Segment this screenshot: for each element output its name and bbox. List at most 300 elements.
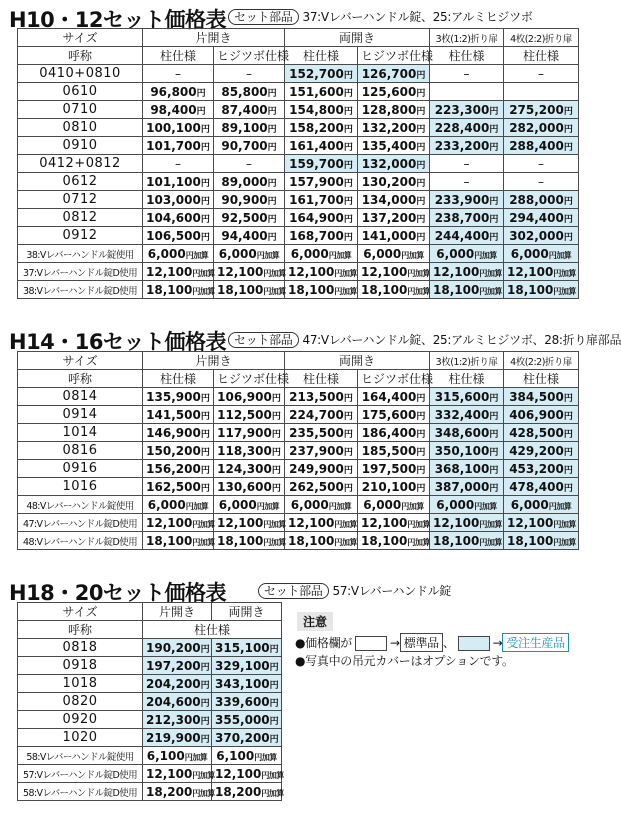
yen-suffix: 円 (269, 662, 279, 673)
price-value: 288,000 (509, 192, 564, 207)
price-cell (285, 101, 358, 119)
yen-suffix: 円 (269, 716, 279, 727)
price-cell (358, 83, 430, 101)
surcharge-value: 6,000 (290, 246, 329, 261)
surcharge-label: 38:Vレバーハンドル錠使用 (18, 245, 143, 263)
price-value: 158,200 (289, 120, 344, 135)
price-value: 315,600 (434, 389, 490, 404)
size-cell: 0712 (18, 191, 143, 209)
price-cell (430, 155, 504, 173)
yen-suffix: 円 (200, 124, 210, 135)
price-value: 478,400 (509, 479, 564, 494)
price-cell (430, 424, 504, 442)
price-cell (358, 406, 430, 424)
price-cell (285, 191, 358, 209)
surcharge-suffix: 円加算 (479, 268, 502, 278)
surcharge-label: 38:Vレバーハンドル錠D使用 (18, 281, 143, 299)
price-value: 428,500 (509, 425, 564, 440)
price-cell (504, 478, 579, 496)
surcharge-cell (214, 263, 285, 281)
spec-header: 柱仕様 (504, 47, 579, 65)
price-cell (430, 460, 504, 478)
surcharge-cell (143, 747, 212, 765)
surcharge-suffix: 円加算 (192, 268, 215, 278)
price-value: 152,700 (289, 66, 344, 81)
yen-suffix: 円 (416, 88, 426, 99)
price-value: 101,100 (146, 174, 201, 189)
price-value: 101,700 (146, 138, 201, 153)
surcharge-cell (143, 765, 215, 783)
surcharge-suffix: 円加算 (553, 537, 576, 547)
spec-header: 柱仕様 (430, 47, 504, 65)
price-cell (430, 173, 504, 191)
surcharge-value: 18,100 (217, 282, 264, 297)
yen-suffix: 円 (343, 178, 353, 189)
size-cell: 1014 (18, 424, 143, 442)
yen-suffix: 円 (563, 429, 573, 440)
surcharge-suffix: 円加算 (261, 788, 284, 798)
size-cell: 0910 (18, 137, 143, 155)
surcharge-label: 47:Vレバーハンドル錠D使用 (18, 514, 143, 532)
section3-title: H18・20セット価格表 (9, 581, 227, 605)
spec-header: 柱仕様 (143, 47, 214, 65)
price-cell (504, 155, 579, 173)
surcharge-suffix: 円加算 (192, 537, 215, 547)
yen-suffix: 円 (269, 734, 279, 745)
surcharge-value: 18,100 (288, 533, 335, 548)
price-cell (212, 693, 282, 711)
yen-suffix: 円 (267, 88, 277, 99)
price-cell (214, 460, 285, 478)
price-cell (214, 442, 285, 460)
surcharge-row (18, 245, 579, 263)
yen-suffix: 円 (271, 393, 281, 404)
price-value: 159,700 (289, 156, 344, 171)
price-cell (214, 209, 285, 227)
price-cell (358, 101, 430, 119)
price-cell (504, 227, 579, 245)
price-cell (358, 137, 430, 155)
size-header: サイズ (18, 352, 143, 370)
surcharge-row (18, 263, 579, 281)
surcharge-suffix: 円加算 (184, 752, 208, 762)
surcharge-suffix: 円加算 (261, 770, 284, 780)
price-value: 168,700 (289, 228, 344, 243)
yen-suffix: 円 (563, 232, 573, 243)
size-cell: 1020 (18, 729, 143, 747)
price-value: 237,900 (289, 443, 344, 458)
price-value: 90,900 (221, 192, 268, 207)
price-value: 339,600 (215, 694, 270, 709)
price-cell (504, 137, 579, 155)
size-cell: 0710 (18, 101, 143, 119)
price-cell (504, 173, 579, 191)
size-cell: 0816 (18, 442, 143, 460)
single-swing-header: 片開き (143, 29, 285, 47)
price-value: 233,900 (434, 192, 490, 207)
yen-suffix: 円 (563, 196, 573, 207)
double-swing-header: 両開き (285, 29, 430, 47)
surcharge-value: 12,100 (217, 264, 264, 279)
size-cell: 0914 (18, 406, 143, 424)
price-cell (504, 424, 579, 442)
surcharge-suffix: 円加算 (263, 537, 286, 547)
price-cell (143, 460, 214, 478)
yen-suffix: 円 (563, 124, 573, 135)
yen-suffix: 円 (200, 483, 210, 494)
price-cell (430, 83, 504, 101)
price-value: 204,600 (146, 694, 201, 709)
price-value: 294,400 (509, 210, 564, 225)
surcharge-value: 18,100 (361, 533, 408, 548)
surcharge-value: 12,100 (361, 264, 408, 279)
price-value: 132,200 (361, 120, 417, 135)
price-cell (504, 119, 579, 137)
yen-suffix: 円 (343, 429, 353, 440)
price-value: 384,500 (509, 389, 564, 404)
fold-4-header: 4枚(2:2)折り扉 (504, 29, 579, 47)
price-cell (358, 442, 430, 460)
price-cell (285, 227, 358, 245)
price-cell (285, 388, 358, 406)
surcharge-cell (358, 514, 430, 532)
price-value: 137,200 (361, 210, 417, 225)
price-value: 130,200 (361, 174, 417, 189)
surcharge-cell (214, 281, 285, 299)
surcharge-suffix: 円加算 (334, 537, 357, 547)
yen-suffix: 円 (416, 429, 426, 440)
price-value: 332,400 (434, 407, 490, 422)
surcharge-suffix: 円加算 (263, 268, 286, 278)
fold-4-header: 4枚(2:2)折り扉 (504, 352, 579, 370)
yen-suffix: 円 (271, 411, 281, 422)
surcharge-row (18, 783, 282, 801)
surcharge-label: 48:Vレバーハンドル錠使用 (18, 496, 143, 514)
yen-suffix: 円 (200, 698, 210, 709)
price-cell (430, 388, 504, 406)
price-table-h14-16 (17, 351, 579, 550)
price-cell (430, 442, 504, 460)
price-value: 204,200 (146, 676, 201, 691)
table-row (18, 478, 579, 496)
price-cell (504, 460, 579, 478)
price-cell (358, 191, 430, 209)
yen-suffix: 円 (416, 232, 426, 243)
price-value: – (246, 156, 252, 171)
price-cell (143, 155, 214, 173)
surcharge-row (18, 496, 579, 514)
price-value: 223,300 (434, 102, 490, 117)
arrow-icon: → (389, 636, 400, 650)
price-value: 275,200 (509, 102, 564, 117)
yen-suffix: 円 (343, 124, 353, 135)
yen-suffix: 円 (200, 214, 210, 225)
surcharge-value: 6,000 (218, 246, 257, 261)
price-value: 288,400 (509, 138, 564, 153)
yen-suffix: 円 (196, 106, 206, 117)
price-value: 355,000 (215, 712, 270, 727)
section3-parts (258, 582, 451, 599)
surcharge-suffix: 円加算 (479, 286, 502, 296)
yen-suffix: 円 (200, 644, 210, 655)
surcharge-value: 6,000 (147, 497, 186, 512)
price-cell (143, 711, 212, 729)
price-value: – (175, 66, 181, 81)
price-cell (143, 406, 214, 424)
price-cell (430, 119, 504, 137)
yen-suffix: 円 (343, 142, 353, 153)
price-cell (285, 478, 358, 496)
spec-header: 柱仕様 (143, 621, 282, 639)
yen-suffix: 円 (563, 214, 573, 225)
table-row (18, 460, 579, 478)
price-cell (214, 119, 285, 137)
yen-suffix: 円 (200, 465, 210, 476)
surcharge-value: 18,100 (288, 282, 335, 297)
price-value: 112,500 (217, 407, 272, 422)
note-title: 注意 (297, 612, 333, 631)
price-cell (212, 675, 282, 693)
size-cell: 0410+0810 (18, 65, 143, 83)
price-value: 118,300 (217, 443, 272, 458)
surcharge-cell (212, 765, 282, 783)
price-value: 282,000 (509, 120, 564, 135)
yen-suffix: 円 (416, 106, 426, 117)
yen-suffix: 円 (200, 734, 210, 745)
surcharge-cell (430, 245, 504, 263)
price-value: 106,500 (146, 228, 201, 243)
surcharge-suffix: 円加算 (256, 501, 280, 511)
surcharge-label: 37:Vレバーハンドル錠D使用 (18, 263, 143, 281)
section1-parts (228, 8, 533, 25)
price-cell (504, 65, 579, 83)
price-value: 103,000 (146, 192, 201, 207)
price-value: 89,100 (221, 120, 268, 135)
price-cell (143, 657, 212, 675)
header-row (18, 29, 579, 47)
price-value: 161,400 (289, 138, 344, 153)
price-cell (143, 424, 214, 442)
price-cell (504, 191, 579, 209)
spec-header: 柱仕様 (504, 370, 579, 388)
price-cell (143, 388, 214, 406)
size-cell: 0920 (18, 711, 143, 729)
surcharge-value: 12,100 (146, 766, 193, 781)
surcharge-cell (143, 514, 214, 532)
size-cell: 0918 (18, 657, 143, 675)
price-value: – (463, 156, 470, 171)
price-value: 244,400 (434, 228, 490, 243)
surcharge-value: 6,000 (218, 497, 257, 512)
price-cell (358, 173, 430, 191)
price-value: 125,600 (361, 84, 417, 99)
set-parts-text: 47:Vレバーハンドル錠、25:アルミヒジツボ、28:折り扉部品 (302, 333, 621, 347)
price-cell (214, 137, 285, 155)
surcharge-value: 6,100 (146, 748, 185, 763)
surcharge-suffix: 円加算 (334, 519, 357, 529)
spec-header: ヒジツボ仕様 (214, 47, 285, 65)
price-value: 146,900 (146, 425, 201, 440)
set-parts-text: 37:Vレバーハンドル錠、25:アルミヒジツボ (302, 10, 533, 24)
yen-suffix: 円 (489, 465, 499, 476)
table-row (18, 83, 579, 101)
spec-header: ヒジツボ仕様 (358, 47, 430, 65)
price-cell (430, 227, 504, 245)
price-value: – (463, 174, 470, 189)
yen-suffix: 円 (200, 716, 210, 727)
yen-suffix: 円 (416, 411, 426, 422)
single-swing-header: 片開き (143, 352, 285, 370)
surcharge-cell (143, 532, 214, 550)
set-parts-tag: セット部品 (228, 9, 299, 25)
surcharge-value: 6,000 (147, 246, 186, 261)
surcharge-cell (358, 532, 430, 550)
price-value: 106,900 (217, 389, 272, 404)
yen-suffix: 円 (416, 160, 426, 171)
price-value: 117,900 (217, 425, 272, 440)
size-header: サイズ (18, 29, 143, 47)
standard-swatch (355, 636, 387, 651)
yen-suffix: 円 (271, 447, 281, 458)
surcharge-suffix: 円加算 (474, 250, 497, 260)
surcharge-suffix: 円加算 (401, 250, 424, 260)
price-value: – (538, 156, 545, 171)
price-cell (285, 424, 358, 442)
surcharge-value: 6,000 (510, 246, 549, 261)
surcharge-cell (504, 532, 579, 550)
yen-suffix: 円 (343, 70, 353, 81)
price-value: 212,300 (146, 712, 201, 727)
surcharge-value: 18,100 (146, 533, 193, 548)
price-cell (214, 478, 285, 496)
price-value: 302,000 (509, 228, 564, 243)
surcharge-value: 18,100 (507, 533, 554, 548)
table-row (18, 675, 282, 693)
price-cell (143, 65, 214, 83)
size-cell: 0810 (18, 119, 143, 137)
price-value: 96,800 (150, 84, 197, 99)
price-value: 135,400 (361, 138, 417, 153)
yen-suffix: 円 (416, 465, 426, 476)
surcharge-suffix: 円加算 (553, 268, 576, 278)
name-header: 呼称 (18, 370, 143, 388)
spec-header: ヒジツボ仕様 (358, 370, 430, 388)
table-row (18, 729, 282, 747)
set-parts-tag: セット部品 (228, 332, 299, 348)
surcharge-suffix: 円加算 (474, 501, 497, 511)
price-value: 151,600 (289, 84, 344, 99)
yen-suffix: 円 (489, 232, 499, 243)
surcharge-suffix: 円加算 (548, 250, 572, 260)
surcharge-value: 6,000 (363, 497, 402, 512)
price-value: 197,200 (146, 658, 201, 673)
yen-suffix: 円 (343, 160, 353, 171)
header-row (18, 603, 282, 621)
surcharge-value: 6,000 (510, 497, 549, 512)
surcharge-cell (143, 263, 214, 281)
price-cell (358, 209, 430, 227)
yen-suffix: 円 (416, 393, 426, 404)
price-table-h18-20 (17, 602, 282, 801)
yen-suffix: 円 (269, 698, 279, 709)
surcharge-cell (504, 245, 579, 263)
surcharge-cell (285, 532, 358, 550)
size-cell: 0818 (18, 639, 143, 657)
surcharge-value: 6,000 (436, 246, 475, 261)
surcharge-cell (212, 783, 282, 801)
price-cell (358, 424, 430, 442)
price-value: 210,100 (361, 479, 417, 494)
surcharge-value: 12,100 (146, 264, 193, 279)
yen-suffix: 円 (416, 70, 426, 81)
price-value: 190,200 (146, 640, 201, 655)
price-value: 453,200 (509, 461, 564, 476)
name-header: 呼称 (18, 621, 143, 639)
fold-3-header: 3枚(1:2)折り扉 (430, 352, 504, 370)
price-value: 175,600 (361, 407, 417, 422)
yen-suffix: 円 (416, 483, 426, 494)
surcharge-suffix: 円加算 (401, 501, 424, 511)
yen-suffix: 円 (343, 483, 353, 494)
price-cell (358, 65, 430, 83)
surcharge-value: 6,100 (216, 748, 255, 763)
surcharge-value: 18,100 (217, 533, 264, 548)
yen-suffix: 円 (271, 465, 281, 476)
surcharge-suffix: 円加算 (553, 286, 576, 296)
surcharge-cell (358, 281, 430, 299)
size-cell: 0912 (18, 227, 143, 245)
price-value: 228,400 (434, 120, 490, 135)
price-cell (214, 65, 285, 83)
surcharge-suffix: 円加算 (263, 519, 286, 529)
price-cell (143, 173, 214, 191)
price-value: 141,000 (361, 228, 417, 243)
fold-3-header: 3枚(1:2)折り扉 (430, 29, 504, 47)
price-value: 350,100 (434, 443, 490, 458)
price-cell (143, 478, 214, 496)
surcharge-cell (358, 263, 430, 281)
yen-suffix: 円 (200, 429, 210, 440)
price-cell (143, 227, 214, 245)
price-cell (214, 173, 285, 191)
surcharge-suffix: 円加算 (328, 250, 352, 260)
price-value: 130,600 (217, 479, 272, 494)
price-cell (143, 191, 214, 209)
price-cell (430, 137, 504, 155)
header-row (18, 370, 579, 388)
surcharge-row (18, 514, 579, 532)
price-cell (504, 388, 579, 406)
order-swatch (458, 636, 490, 651)
price-cell (143, 693, 212, 711)
yen-suffix: 円 (200, 232, 210, 243)
price-value: 156,200 (146, 461, 201, 476)
price-value: – (246, 66, 252, 81)
yen-suffix: 円 (416, 196, 426, 207)
surcharge-suffix: 円加算 (334, 286, 357, 296)
price-cell (143, 675, 212, 693)
surcharge-label: 57:Vレバーハンドル錠D使用 (18, 765, 143, 783)
yen-suffix: 円 (343, 214, 353, 225)
price-value: 224,700 (289, 407, 344, 422)
surcharge-suffix: 円加算 (407, 519, 430, 529)
surcharge-cell (143, 783, 215, 801)
section2-parts (228, 331, 621, 348)
name-header: 呼称 (18, 47, 143, 65)
price-table-h10-12 (17, 28, 579, 299)
table-row (18, 442, 579, 460)
price-cell (143, 209, 214, 227)
